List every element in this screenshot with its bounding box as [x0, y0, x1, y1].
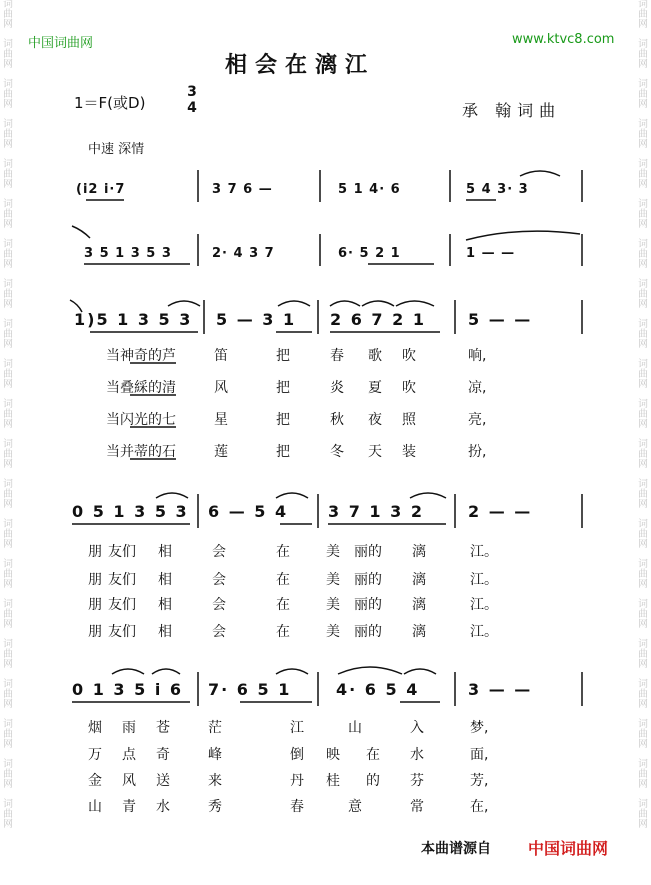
slur [338, 667, 402, 674]
watermark-char: 网 [3, 499, 13, 510]
watermark-char: 曲 [3, 489, 13, 500]
watermark-char: 网 [638, 259, 648, 270]
lyric-word: 漓 [412, 572, 426, 588]
site-url-right[interactable]: www.ktvc8.com [512, 32, 615, 47]
watermark-char: 词 [638, 39, 648, 50]
watermark-char: 网 [638, 219, 648, 230]
lyric-word: 江。 [470, 624, 498, 640]
lyric-word: 在, [470, 799, 489, 815]
watermark-char: 曲 [3, 329, 13, 340]
watermark-char: 曲 [3, 9, 13, 20]
lyric-word: 苍 [156, 720, 170, 736]
watermark-char: 网 [3, 139, 13, 150]
measure: 5 — — [468, 310, 533, 329]
lyric-word: 把 [276, 348, 290, 364]
watermark-char: 词 [3, 799, 13, 810]
slur [152, 669, 180, 674]
lyric-word: 歌 [368, 348, 382, 364]
watermark-char: 词 [3, 399, 13, 410]
lyric-word: 美 [326, 597, 340, 613]
watermark-char: 词 [3, 279, 13, 290]
lyric-word: 漓 [412, 624, 426, 640]
measure: 7· 6 5 1 [208, 680, 292, 699]
lyric-word: 丽的 [354, 624, 382, 640]
lyric-word: 当并蒂的石 [106, 444, 176, 460]
lyric-word: 芬 [410, 773, 424, 789]
watermark-char: 词 [3, 759, 13, 770]
watermark-char: 网 [3, 819, 13, 830]
lyric-word: 夏 [368, 380, 382, 396]
watermark-char: 词 [638, 479, 648, 490]
watermark-char: 曲 [3, 649, 13, 660]
watermark-char: 曲 [638, 329, 648, 340]
watermark-char: 网 [638, 539, 648, 550]
watermark-char: 网 [638, 579, 648, 590]
slur [330, 301, 360, 306]
watermark-char: 词 [3, 199, 13, 210]
watermark-char: 词 [638, 439, 648, 450]
watermark-char: 词 [638, 719, 648, 730]
watermark-char: 曲 [3, 169, 13, 180]
lyric-word: 芳, [470, 773, 489, 789]
watermark-char: 网 [3, 179, 13, 190]
slur [168, 301, 200, 306]
watermark-char: 词 [638, 639, 648, 650]
watermark-char: 曲 [3, 129, 13, 140]
lyric-word: 秋 [330, 412, 344, 428]
watermark-char: 曲 [638, 609, 648, 620]
watermark-char: 曲 [3, 49, 13, 60]
watermark-char: 词 [3, 79, 13, 90]
watermark-char: 曲 [638, 49, 648, 60]
lyric-word: 常 [410, 799, 424, 815]
watermark-char: 网 [3, 339, 13, 350]
watermark-char: 曲 [638, 449, 648, 460]
watermark-char: 曲 [638, 569, 648, 580]
watermark-char: 网 [3, 419, 13, 430]
measure: 1 — — [466, 246, 516, 261]
watermark-char: 曲 [3, 409, 13, 420]
slur [72, 226, 90, 238]
lyric-word: 照 [402, 412, 416, 428]
watermark-char: 曲 [638, 529, 648, 540]
watermark-char: 词 [3, 0, 13, 10]
lyric-word: 桂 [326, 773, 340, 789]
measure: 6· 5 2 1 [338, 246, 401, 261]
lyric-word: 凉, [468, 380, 487, 396]
watermark-char: 词 [638, 679, 648, 690]
lyric-word: 相 [158, 624, 172, 640]
lyric-word: 茫 [208, 720, 222, 736]
lyric-word: 江。 [470, 597, 498, 613]
meter-bottom: 4 [187, 100, 197, 116]
watermark-char: 词 [3, 159, 13, 170]
watermark-char: 曲 [638, 9, 648, 20]
measure: 5 — 3 1 [216, 310, 297, 329]
lyric-word: 面, [470, 747, 489, 763]
watermark-char: 词 [638, 359, 648, 370]
watermark-char: 网 [3, 579, 13, 590]
measure: 4· 6 5 4 [336, 680, 420, 699]
watermark-char: 曲 [3, 769, 13, 780]
lyric-word: 送 [156, 773, 170, 789]
lyric-word: 友们 [108, 572, 136, 588]
watermark-char: 曲 [638, 769, 648, 780]
lyric-word: 把 [276, 412, 290, 428]
watermark-char: 网 [638, 99, 648, 110]
lyric-word: 意 [348, 799, 362, 815]
lyric-word: 朋 [88, 544, 102, 560]
watermark-char: 词 [3, 679, 13, 690]
lyric-word: 在 [276, 544, 290, 560]
watermark-char: 曲 [638, 369, 648, 380]
lyric-word: 漓 [412, 544, 426, 560]
lyric-word: 风 [214, 380, 228, 396]
watermark-char: 曲 [3, 529, 13, 540]
lyric-word: 会 [212, 544, 226, 560]
watermark-char: 网 [638, 779, 648, 790]
lyric-word: 万 [88, 747, 102, 763]
lyric-word: 友们 [108, 624, 136, 640]
lyric-word: 山 [348, 720, 362, 736]
watermark-char: 词 [638, 119, 648, 130]
watermark-char: 网 [638, 299, 648, 310]
slur [410, 493, 446, 498]
lyric-word: 来 [208, 773, 222, 789]
lyric-word: 响, [468, 348, 487, 364]
lyric-word: 风 [122, 773, 136, 789]
lyric-word: 会 [212, 597, 226, 613]
watermark-char: 词 [3, 319, 13, 330]
lyric-word: 友们 [108, 544, 136, 560]
lyric-word: 春 [290, 799, 304, 815]
lyric-word: 山 [88, 799, 102, 815]
lyric-word: 吹 [402, 348, 416, 364]
lyric-word: 会 [212, 624, 226, 640]
watermark-char: 词 [3, 359, 13, 370]
measure: 3 — — [468, 680, 533, 699]
watermark-char: 曲 [3, 449, 13, 460]
watermark-char: 网 [3, 539, 13, 550]
lyric-word: 丹 [290, 773, 304, 789]
lyric-word: 丽的 [354, 544, 382, 560]
watermark-char: 网 [638, 819, 648, 830]
slur [156, 493, 188, 498]
key-signature: 1＝F(或D) [74, 94, 146, 112]
lyric-word: 天 [368, 444, 382, 460]
measure: 3 7 6 — [212, 182, 273, 197]
lyric-word: 入 [410, 720, 424, 736]
watermark-char: 曲 [3, 729, 13, 740]
song-title: 相会在漓江 [225, 52, 376, 78]
watermark-char: 网 [3, 19, 13, 30]
lyric-word: 水 [156, 799, 170, 815]
watermark-char: 网 [638, 739, 648, 750]
lyric-word: 在 [366, 747, 380, 763]
watermark-char: 词 [638, 79, 648, 90]
watermark-char: 网 [3, 299, 13, 310]
watermark-char: 词 [3, 119, 13, 130]
slur [466, 231, 580, 240]
watermark-char: 网 [3, 619, 13, 630]
watermark-char: 词 [638, 239, 648, 250]
slur [112, 669, 144, 674]
lyric-word: 莲 [214, 444, 228, 460]
watermark-char: 词 [638, 279, 648, 290]
watermark-char: 词 [638, 759, 648, 770]
watermark-char: 曲 [638, 129, 648, 140]
lyric-word: 会 [212, 572, 226, 588]
measure: 3 7 1 3 2 [328, 502, 424, 521]
tempo-marking: 中速 深情 [88, 142, 145, 157]
source-site-link[interactable]: 中国词曲网 [528, 839, 609, 858]
lyric-word: 朋 [88, 624, 102, 640]
watermark-char: 曲 [3, 809, 13, 820]
measure: 3 5 1 3 5 3 [84, 246, 172, 261]
lyric-word: 美 [326, 572, 340, 588]
author-credit: 承 翰词曲 [462, 101, 562, 120]
watermark-char: 词 [3, 439, 13, 450]
watermark-char: 曲 [638, 689, 648, 700]
measure: 0 1 3 5 i 6 [72, 680, 183, 699]
slur [276, 669, 308, 674]
lyric-word: 当闪光的七 [106, 412, 176, 428]
site-name-left[interactable]: 中国词曲网 [28, 36, 94, 51]
slur [362, 301, 394, 306]
watermark-char: 网 [3, 219, 13, 230]
watermark-char: 曲 [638, 809, 648, 820]
lyric-word: 吹 [402, 380, 416, 396]
lyric-word: 烟 [88, 720, 102, 736]
watermark-char: 曲 [3, 689, 13, 700]
lyric-word: 冬 [330, 444, 344, 460]
watermark-char: 曲 [638, 489, 648, 500]
watermark-char: 词 [638, 0, 648, 10]
watermark-char: 词 [3, 39, 13, 50]
slur [278, 301, 310, 306]
measure: 2· 4 3 7 [212, 246, 275, 261]
lyric-word: 把 [276, 380, 290, 396]
lyric-word: 江 [290, 720, 304, 736]
watermark-char: 词 [3, 479, 13, 490]
watermark-char: 词 [638, 559, 648, 570]
lyric-word: 江。 [470, 544, 498, 560]
lyric-word: 奇 [156, 747, 170, 763]
watermark-char: 网 [638, 339, 648, 350]
lyric-word: 当神奇的芦 [106, 348, 176, 364]
watermark-char: 曲 [638, 249, 648, 260]
lyric-word: 春 [330, 348, 344, 364]
lyric-word: 水 [410, 747, 424, 763]
watermark-char: 曲 [638, 89, 648, 100]
lyric-word: 星 [214, 412, 228, 428]
watermark-char: 网 [638, 59, 648, 70]
lyric-word: 倒 [290, 747, 304, 763]
lyric-word: 在 [276, 572, 290, 588]
watermark-char: 曲 [3, 89, 13, 100]
lyric-word: 相 [158, 544, 172, 560]
lyric-word: 相 [158, 597, 172, 613]
lyric-word: 点 [122, 747, 136, 763]
lyric-word: 青 [122, 799, 136, 815]
watermark-char: 曲 [3, 569, 13, 580]
watermark-char: 词 [638, 159, 648, 170]
watermark-char: 曲 [3, 249, 13, 260]
lyric-word: 亮, [468, 412, 487, 428]
watermark-char: 曲 [638, 169, 648, 180]
lyric-word: 梦, [470, 720, 489, 736]
watermark-char: 网 [3, 699, 13, 710]
watermark-char: 词 [3, 239, 13, 250]
watermark-char: 网 [638, 459, 648, 470]
watermark-char: 词 [638, 199, 648, 210]
lyric-word: 炎 [330, 380, 344, 396]
watermark-char: 词 [3, 599, 13, 610]
lyric-word: 扮, [468, 444, 487, 460]
slur [404, 669, 436, 674]
watermark-char: 网 [3, 739, 13, 750]
watermark-char: 曲 [3, 209, 13, 220]
watermark-char: 网 [638, 19, 648, 30]
measure: 5 4 3· 3 [466, 182, 529, 197]
lyric-word: 江。 [470, 572, 498, 588]
lyric-word: 丽的 [354, 572, 382, 588]
lyric-word: 美 [326, 624, 340, 640]
slur [70, 300, 82, 312]
lyric-word: 在 [276, 624, 290, 640]
lyric-word: 笛 [214, 348, 228, 364]
watermark-char: 网 [638, 619, 648, 630]
watermark-char: 曲 [3, 369, 13, 380]
lyric-word: 友们 [108, 597, 136, 613]
measure: 5 1 4· 6 [338, 182, 401, 197]
watermark-char: 词 [638, 319, 648, 330]
lyric-word: 漓 [412, 597, 426, 613]
watermark-char: 网 [3, 379, 13, 390]
lyric-word: 在 [276, 597, 290, 613]
measure: 1)5 1 3 5 3 [74, 310, 193, 329]
measure: 6 — 5 4 [208, 502, 289, 521]
watermark-char: 词 [3, 519, 13, 530]
watermark-char: 网 [638, 699, 648, 710]
watermark-char: 网 [638, 379, 648, 390]
watermark-char: 网 [3, 99, 13, 110]
watermark-char: 词 [638, 399, 648, 410]
lyric-word: 峰 [208, 747, 222, 763]
lyric-word: 秀 [208, 799, 222, 815]
watermark-char: 网 [3, 259, 13, 270]
lyric-word: 朋 [88, 572, 102, 588]
meter-top: 3 [187, 84, 197, 100]
lyric-word: 美 [326, 544, 340, 560]
lyric-word: 朋 [88, 597, 102, 613]
lyric-word: 相 [158, 572, 172, 588]
lyric-word: 金 [88, 773, 102, 789]
lyric-word: 雨 [122, 720, 136, 736]
watermark-char: 曲 [638, 209, 648, 220]
lyric-word: 把 [276, 444, 290, 460]
watermark-char: 曲 [638, 409, 648, 420]
watermark-char: 词 [3, 719, 13, 730]
watermark-char: 词 [638, 599, 648, 610]
watermark-char: 词 [638, 799, 648, 810]
watermark-char: 曲 [638, 729, 648, 740]
lyric-word: 当叠綵的清 [106, 380, 176, 396]
watermark-char: 网 [638, 659, 648, 670]
measure: 2 6 7 2 1 [330, 310, 426, 329]
watermark-char: 网 [638, 179, 648, 190]
lyric-word: 映 [326, 747, 340, 763]
watermark-char: 曲 [3, 289, 13, 300]
source-label: 本曲谱源自 [421, 841, 491, 857]
lyric-word: 夜 [368, 412, 382, 428]
watermark-char: 词 [3, 639, 13, 650]
watermark-char: 网 [3, 779, 13, 790]
lyric-word: 丽的 [354, 597, 382, 613]
measure: 2 — — [468, 502, 533, 521]
watermark-char: 曲 [638, 649, 648, 660]
watermark-char: 词 [3, 559, 13, 570]
lyric-word: 的 [366, 773, 380, 789]
slur [276, 493, 308, 498]
slur [520, 171, 560, 176]
watermark-char: 网 [3, 59, 13, 70]
measure: 0 5 1 3 5 3 [72, 502, 189, 521]
watermark-char: 网 [3, 459, 13, 470]
watermark-char: 曲 [638, 289, 648, 300]
watermark-char: 词 [638, 519, 648, 530]
watermark-char: 网 [638, 419, 648, 430]
watermark-char: 曲 [3, 609, 13, 620]
slur [396, 301, 434, 306]
lyric-word: 装 [402, 444, 416, 460]
watermark-char: 网 [3, 659, 13, 670]
watermark-char: 网 [638, 139, 648, 150]
watermark-char: 网 [638, 499, 648, 510]
measure: (i2 i·7 [76, 182, 126, 197]
